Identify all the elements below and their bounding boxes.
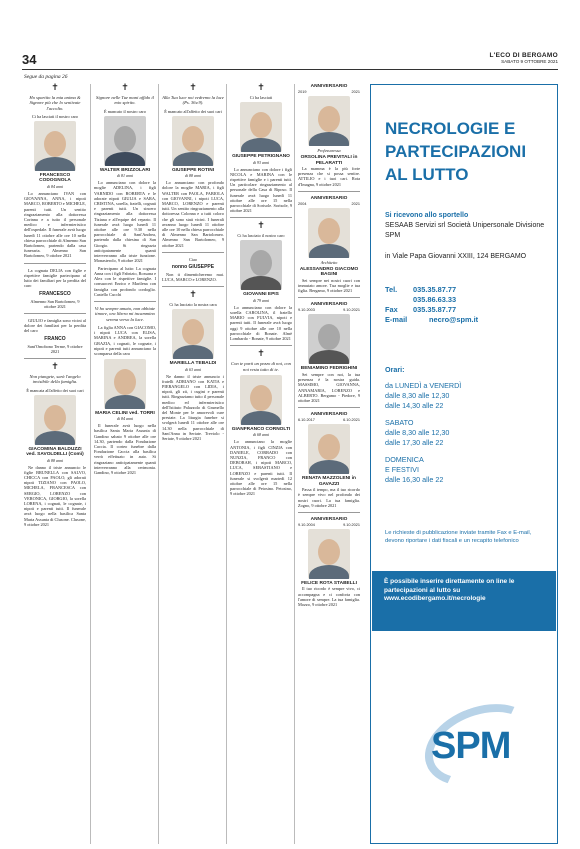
deceased-name: GIOVANNI EPIS <box>243 292 279 298</box>
spm-logo: SPM <box>431 725 511 767</box>
deceased-name: FRANCESCO <box>39 290 71 297</box>
obituary-column-1 <box>24 84 86 844</box>
page-number: 34 <box>22 52 37 67</box>
anniversary-title: ANNIVERSARIO <box>310 516 348 522</box>
obit-intro: È mancato all'affetto dei suoi cari <box>164 108 222 114</box>
deceased-name: nonno GIUSEPPE <box>171 263 215 270</box>
portrait-photo <box>34 121 76 171</box>
obit-intro: Ci ha lasciato la nostra cara <box>169 302 217 308</box>
obit-text: Ne danno il triste annuncio i fratelli ADRIANO con KATIA e PIERANGELO con LIDIA, i nipoti, gli zii, i cugini e parenti tutti. Ringraziamo tutto il personale medico ed infermieristico dell'Istituto Palazzolo di Grumello del Monte per le amorevoli cure prestate. La liturgia funebre si svolgerà lunedì 11 ottobre alle ore 14.30 nella parrocchiale di Sant'Anna in Seriate. Treviolo - Seriate, 9 ottobre 2021 <box>162 373 224 442</box>
obit-text: Partecipano al lutto: La cognata Anna con i figli Fabrizio, Rossana e Alex con le rispettive famiglie. I consuoceri Enrico e Marilena con famiglia con profondo cordoglio. Castello Cucchi <box>94 265 156 297</box>
obit-text: Sei sempre con noi, la tua presenza è la nostra guida. MASSIMO, GIOVANNA, ANNAMARIA, LORENZO e ALBERTO. Bergamo - Piedore, 9 ottobre 2021 <box>298 371 360 403</box>
obit-text: Il tuo ricordo è sempre vivo, ci accompagna e ci conforta con l'amore di sempre. La tua famiglia. Mozzo, 9 ottobre 2021 <box>298 586 360 608</box>
separator <box>162 286 224 287</box>
submission-note: Le richieste di pubblicazione inviate tramite Fax e E-mail, devono riportare i dati fiscali e un recapito telefonico <box>385 530 532 544</box>
anniversary-years: 2004 2021 <box>298 201 360 206</box>
anniversary-title: ANNIVERSARIO <box>310 412 348 418</box>
obit-intro: Ci ha lasciati il nostro caro <box>31 113 79 119</box>
obit-text: La mamma è la più forte presenza che si possa sentire. ATTILIO e i tuoi cari. Rota d'Imagna, 9 ottobre 2021 <box>298 166 360 187</box>
obit-quote: Con te parti un pezzo di noi, con noi resta tutto di te. <box>231 361 291 372</box>
portrait-photo <box>308 424 350 474</box>
deceased-name: RENATA MAZZOLENI in GAVAZZI <box>301 476 356 487</box>
obit-place: Sant'Omobono Terme, 9 ottobre 2021 <box>27 343 83 354</box>
cross-icon: ✝ <box>189 290 197 301</box>
portrait-photo <box>308 529 350 579</box>
column-divider <box>226 84 227 844</box>
separator <box>298 191 360 192</box>
obit-text: Non ti dimenticheremo mai. LUCA, MARCO e LORENZO. <box>162 271 224 282</box>
deceased-name: ALESSANDRO GIACOMO BAGINI <box>299 266 359 278</box>
publication-date: SABATO 9 OTTOBRE 2021 <box>501 59 558 64</box>
office-address: in Viale Papa Giovanni XXIII, 124 BERGAMO <box>385 253 527 260</box>
portrait-photo <box>104 359 146 409</box>
deceased-name: FELICE ROTA STABELLI <box>301 580 357 586</box>
obit-text: Lo annunciano con dolore la sorella CAROLINA, il fratello MARIO con FULVIA, nipoti e parenti tutti. Il funerale avrà luogo oggi 9 ottobre alle ore 10 nella parrocchiale di Bonate. Almè Lombardo - Bonate, 9 ottobre 2021 <box>230 304 292 342</box>
deceased-age: di 84 anni <box>116 416 134 422</box>
portrait-photo <box>172 116 214 166</box>
obit-quote: Signore nelle Tue mani affido il mio spirito. <box>96 95 154 106</box>
obit-text: Passa il tempo, ma il tuo ricordo è sempre vivo nel profondo dei nostri cuori. La tua famiglia. Zogno, 9 ottobre 2021 <box>298 487 360 508</box>
phone-number[interactable]: 035.86.63.33 <box>413 295 457 304</box>
masthead <box>490 52 558 64</box>
info-box <box>370 84 558 844</box>
deceased-name: MARIA CELINI ved. TORRI <box>95 410 155 416</box>
separator <box>24 358 86 359</box>
obit-text: Lo annunciano con dolore la moglie ADELINA, i figli VARNIDO con ROBERTA e le adorate nipoti GIULIA e SARA, CRISTINA, sorella, fratelli, cognati e parenti tutti. Un sincero ringraziamento alla dottoressa Tiziana e all'equipe del reparto. Il funerale avrà luogo lunedì 11 ottobre alle ore 9.30 nella parrocchiale di Sant'Andrea, partendo dalla chiesina di San Giorgio. Si ringrazia anticipatamente quanti interverranno alla triste funzione. Monasterolo, 9 ottobre 2021 <box>94 180 156 264</box>
anniversary-years: 9.10.2004 9.10.2021 <box>298 522 360 527</box>
info-box-title: NECROLOGIE E PARTECIPAZIONI AL LUTTO <box>385 119 527 184</box>
separator <box>298 407 360 408</box>
portrait-photo <box>104 116 146 166</box>
cross-icon: ✝ <box>189 83 197 93</box>
separator <box>94 301 156 302</box>
publication-title: L'ECO DI BERGAMO <box>489 52 558 59</box>
cross-icon: ✝ <box>51 361 59 372</box>
obit-text: Lo annunciano con dolore i figli NICOLA e MARINA con le rispettive famiglie e i parenti tutti. Un particolare ringraziamento al personale della Casa di Riposo. Il funerale avrà luogo lunedì 11 ottobre alle ore 15 nella parrocchiale di Sorisole. Sorisole, 9 ottobre 2021 <box>230 166 292 214</box>
cross-icon: ✝ <box>121 83 129 93</box>
obit-intro: È mancato il nostro caro <box>104 108 146 114</box>
anniversary-title: ANNIVERSARIO <box>310 302 348 308</box>
obit-intro: Ci ha lasciati <box>249 95 273 100</box>
separator <box>230 217 292 218</box>
portrait-photo <box>240 240 282 290</box>
deceased-age: di 93 anni <box>252 159 270 165</box>
obit-quote: Alla Tua luce noi vedremo la luce (Ps. 36v.9). <box>162 95 224 106</box>
obit-text: GIULIO e famiglia sono vicini al dolore dei familiari per la perdita del caro <box>24 317 86 334</box>
deceased-name: FRANCO <box>44 335 66 342</box>
deceased-role: Professoressa <box>317 148 341 153</box>
deceased-name: MARIELLA TEBALDI <box>169 361 217 367</box>
obit-text: La cognata DELIA con figlie e rispettive famiglie partecipano al lutto dei familiari per la perdita del caro <box>24 267 86 289</box>
opening-hours: Orari: da LUNEDÌ a VENERDÌ dalle 8,30 alle 12,30 dalle 14,30 alle 22 SABATO dalle 8,30 alle 12,30 dalle 17,30 alle 22 DOMENICA E FESTIVI dalle 16,30 alle 22 <box>385 365 462 484</box>
deceased-name: FRANCESCO CODOGNOLA <box>39 172 71 184</box>
obit-intro: È mancata all'affetto dei suoi cari <box>26 387 84 393</box>
portrait-photo <box>172 309 214 359</box>
obit-text: Lo annunciano con profondo dolore la moglie MARIA, i figli WALTER con PAOLA, FABIOLA con GIOVANNI, i nipoti LUCA, MARCO, LORENZO e parenti tutti. Un sentito ringraziamento alla dottoressa Colonna e a tutti coloro che gli sono stati vicini. I funerali avranno luogo lunedì 11 ottobre alle ore 10 nella chiesa parrocchiale di Almenno San Bartolomeo. Almenno San Bartolomeo, 9 ottobre 2021 <box>162 180 224 248</box>
obit-text: La figlia ANNA con GIACOMO, i nipoti LUCA con ELISA, MARINA e ANDREA, la sorella GRAZIA, i cognati, le cognate, i nipoti e parenti tutti annunciano la scomparsa della cara <box>94 324 156 356</box>
anniversary-years: 6.10.2017 6.10.2021 <box>298 418 360 423</box>
email-link[interactable]: necro@spm.it <box>429 315 479 324</box>
column-divider <box>294 84 295 844</box>
separator <box>298 297 360 298</box>
separator <box>298 512 360 513</box>
necrologie-link[interactable]: www.ecodibergamo.it/necrologie <box>384 595 486 602</box>
anniversary-years: 2019 2021 <box>298 90 360 94</box>
deceased-age: di 63 anni <box>184 366 202 372</box>
deceased-role: Architetto <box>320 259 338 265</box>
portrait-photo <box>308 314 350 364</box>
cross-icon: ✝ <box>51 83 59 93</box>
portrait-photo <box>308 208 350 258</box>
cross-icon: ✝ <box>257 221 265 232</box>
portrait-photo <box>240 102 282 152</box>
column-divider <box>90 84 91 844</box>
separator <box>162 252 224 253</box>
portrait-photo <box>308 96 350 146</box>
header-divider <box>22 69 558 70</box>
deceased-age: di 79 anni <box>252 297 270 303</box>
deceased-age: di 84 anni <box>46 183 64 189</box>
page-header <box>0 0 580 70</box>
obit-quote: Ho spartito la mia anima & Signore più che lo sentivate l'accolto. <box>29 95 81 111</box>
online-banner[interactable]: È possibile inserire direttamente on line le partecipazioni al lutto su www.ecodibergamo.it/necrologie <box>372 571 556 631</box>
deceased-name: GIUSEPPE ROTINI <box>171 167 215 173</box>
cross-icon: ✝ <box>257 349 265 360</box>
deceased-name: GIUSEPPE PETRIGNANO <box>232 154 290 159</box>
contact-list: Tel. 035.35.87.77 035.86.63.33 Fax 035.35.87.77 E-mail necro@spm.it <box>385 285 479 324</box>
anniversary-column <box>298 84 360 844</box>
deceased-name: BENIAMINO FEDRIGHINI <box>300 366 358 372</box>
deceased-age: di 68 anni <box>252 432 270 438</box>
anniversary-years: 9.10.2003 9.10.2021 <box>298 308 360 313</box>
anniversary-title: ANNIVERSARIO <box>310 84 348 89</box>
phone-number[interactable]: 035.35.87.77 <box>413 285 457 294</box>
separator <box>230 345 292 346</box>
obit-text: Ne danno il triste annuncio le figlie BRUNELLA con SALVO, CHICCA con PAOLO, gli adorati nipoti TIZIANO con PAOLO, MICHELA, FRANCESCA con SERGIO, LORENZO con VERONICA, GIORGIO, la sorella LORENA, i cognati, le cognate, i nipoti e parenti tutti. Il funerale avrà luogo nella basilica Santa Maria Assunta di Clusone. Clusone, 9 ottobre 2021 <box>24 464 86 527</box>
obituary-column-4 <box>230 84 292 844</box>
fax-number[interactable]: 035.35.87.77 <box>413 305 457 314</box>
obit-quote: Non piangete, sarà l'angelo invisibile della famiglia. <box>29 373 81 385</box>
obit-intro: Ciao <box>188 256 198 262</box>
column-divider <box>158 84 159 844</box>
portrait-photo <box>240 375 282 425</box>
deceased-name: ORSOLINA PREVITALI in PELARATTI <box>300 155 358 166</box>
anniversary-title: ANNIVERSARIO <box>310 195 348 201</box>
obit-text: Lo annunciano la moglie ANTONIA, i figli CINZIA con DANIELE, CORRADO con NUNZIA, FRANCO con DEBORAH, i nipoti MARCO, LUCA, SEBASTIANO e LORENZO e parenti tutti. Il funerale si svolgerà martedì 12 ottobre alle ore 15 nella parrocchiale di Petosino. Petosino, 9 ottobre 2021 <box>230 439 292 497</box>
deceased-age: di 81 anni <box>116 173 134 179</box>
obit-text: Sei sempre nei nostri cuori con immutato amore. Tua moglie e tua figlia. Bergamo, 9 ottobre 2021 <box>298 277 360 294</box>
deceased-name: GIANFRANCO CORNOLTI <box>231 426 291 432</box>
obituary-columns <box>24 84 362 844</box>
obit-text: Il funerale avrà luogo nella basilica Santa Maria Assunta di Gandino sabato 9 ottobre alle ore 14.30, partendo dalla Fondazione Caccia. Il corteo funebre dalla Fondazione Caccia alla basilica verrà effettuato in auto. Si ringraziano anticipatamente quanti interverranno alla cerimonia. Gandino, 9 ottobre 2021 <box>94 423 156 475</box>
obituary-column-2 <box>94 84 156 844</box>
deceased-age: di 88 anni <box>46 457 64 463</box>
obit-quote: Vi ho sempre amato, non abbiate timore, ora libera mi incammino serena verso la luce. <box>94 306 156 322</box>
continued-from: Segue da pagina 26 <box>24 74 68 80</box>
deceased-age: di 88 anni <box>184 173 202 179</box>
office-info: Si ricevono allo sportello SESAAB Servizi srl Società Unipersonale Divisione SPM <box>385 212 545 239</box>
obit-intro: Ci ha lasciato il nostro caro <box>237 233 285 239</box>
deceased-name: GIACOMINA BALDUZZI ved. SAVOLDELLI (Comì) <box>26 446 84 458</box>
portrait-photo <box>34 395 76 445</box>
obit-text: Lo annunciano IVAN con GIOVANNA, ANNA, i nipoti MARCO, ROBERTO e MICHELE, parenti tutti. Un sentito ringraziamento alla dottoressa Corinna e a tutto il personale medico e infermieristico dell'ospedale. Il funerale avrà luogo lunedì 11 ottobre alle ore 10 nella chiesa parrocchiale di Almenno San Bartolomeo, partendo dalla casa funeraria. Almenno San Bartolomeo, 9 ottobre 2021 <box>24 190 86 259</box>
obituary-column-3 <box>162 84 224 844</box>
cross-icon: ✝ <box>257 83 265 93</box>
separator <box>24 313 86 314</box>
separator <box>24 263 86 264</box>
deceased-name: WALTER BRIZZOLARI <box>99 167 151 173</box>
obit-place: Almenno San Bartolomeo, 9 ottobre 2021 <box>30 298 80 309</box>
